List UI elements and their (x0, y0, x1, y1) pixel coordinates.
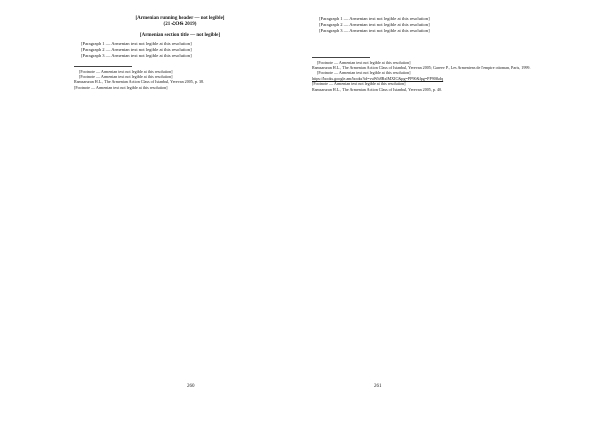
right-footnote-2: [Footnote — Armenian text not legible at this resolution] (317, 70, 411, 76)
page-number-right: 261 (374, 384, 382, 389)
running-header-line1: [Armenian running header — not legible] (135, 16, 225, 21)
right-page (300, 0, 600, 424)
source-url-link[interactable]: https://books.google.am/books?id=vuWh8RxlMXIC&pg=PP90&lpg=PP90&dq (312, 75, 444, 81)
left-paragraph-2: [Paragraph 2 — Armenian text not legible at this resolution] (81, 47, 192, 53)
section-title: [Armenian section title — not legible] (139, 33, 221, 38)
right-footnotes (312, 57, 582, 92)
left-footnote-1: [Footnote — Armenian text not legible at this resolution] (79, 68, 173, 74)
left-footnote-2: [Footnote — Armenian text not legible at this resolution] (79, 74, 173, 80)
footnote-rule (74, 66, 132, 67)
right-paragraph-3: [Paragraph 3 — Armenian text not legible at this resolution] (319, 28, 430, 34)
left-citation: Ramsaruran H.L., The Armenian Action Class of Istanbul, Yerevan 2005, p. 38. (74, 79, 205, 85)
right-paragraph-1: [Paragraph 1 — Armenian text not legible at this resolution] (319, 16, 430, 21)
left-footnote-3: [Footnote — Armenian text not legible at this resolution] (74, 84, 168, 90)
right-footnote-3: [Footnote — Armenian text not legible at this resolution] (312, 81, 406, 87)
left-paragraph-3: [Paragraph 3 — Armenian text not legible at this resolution] (81, 53, 192, 59)
left-paragraph-1: [Paragraph 1 — Armenian text not legible at this resolution] (81, 41, 192, 46)
footnote-rule (312, 57, 370, 58)
right-paragraph-2: [Paragraph 2 — Armenian text not legible at this resolution] (319, 22, 430, 28)
right-citation-2: Ramsaruran H.L., The Armenian Action Class of Istanbul, Yerevan 2005, p. 40. (312, 86, 443, 92)
page-number-left: 260 (187, 384, 195, 389)
left-footnotes (74, 66, 286, 91)
right-citation-1: Ramsaruran H.L., The Armenian Action Class of Istanbul, Yerevan 2005; Gareev P., Les Armeniens de l'empire ottoman, Paris, 1999. (312, 65, 531, 71)
running-header-line2: (21 ՀՕՏ 2019) (163, 22, 197, 27)
right-footnote-1: [Footnote — Armenian text not legible at this resolution] (317, 59, 411, 65)
